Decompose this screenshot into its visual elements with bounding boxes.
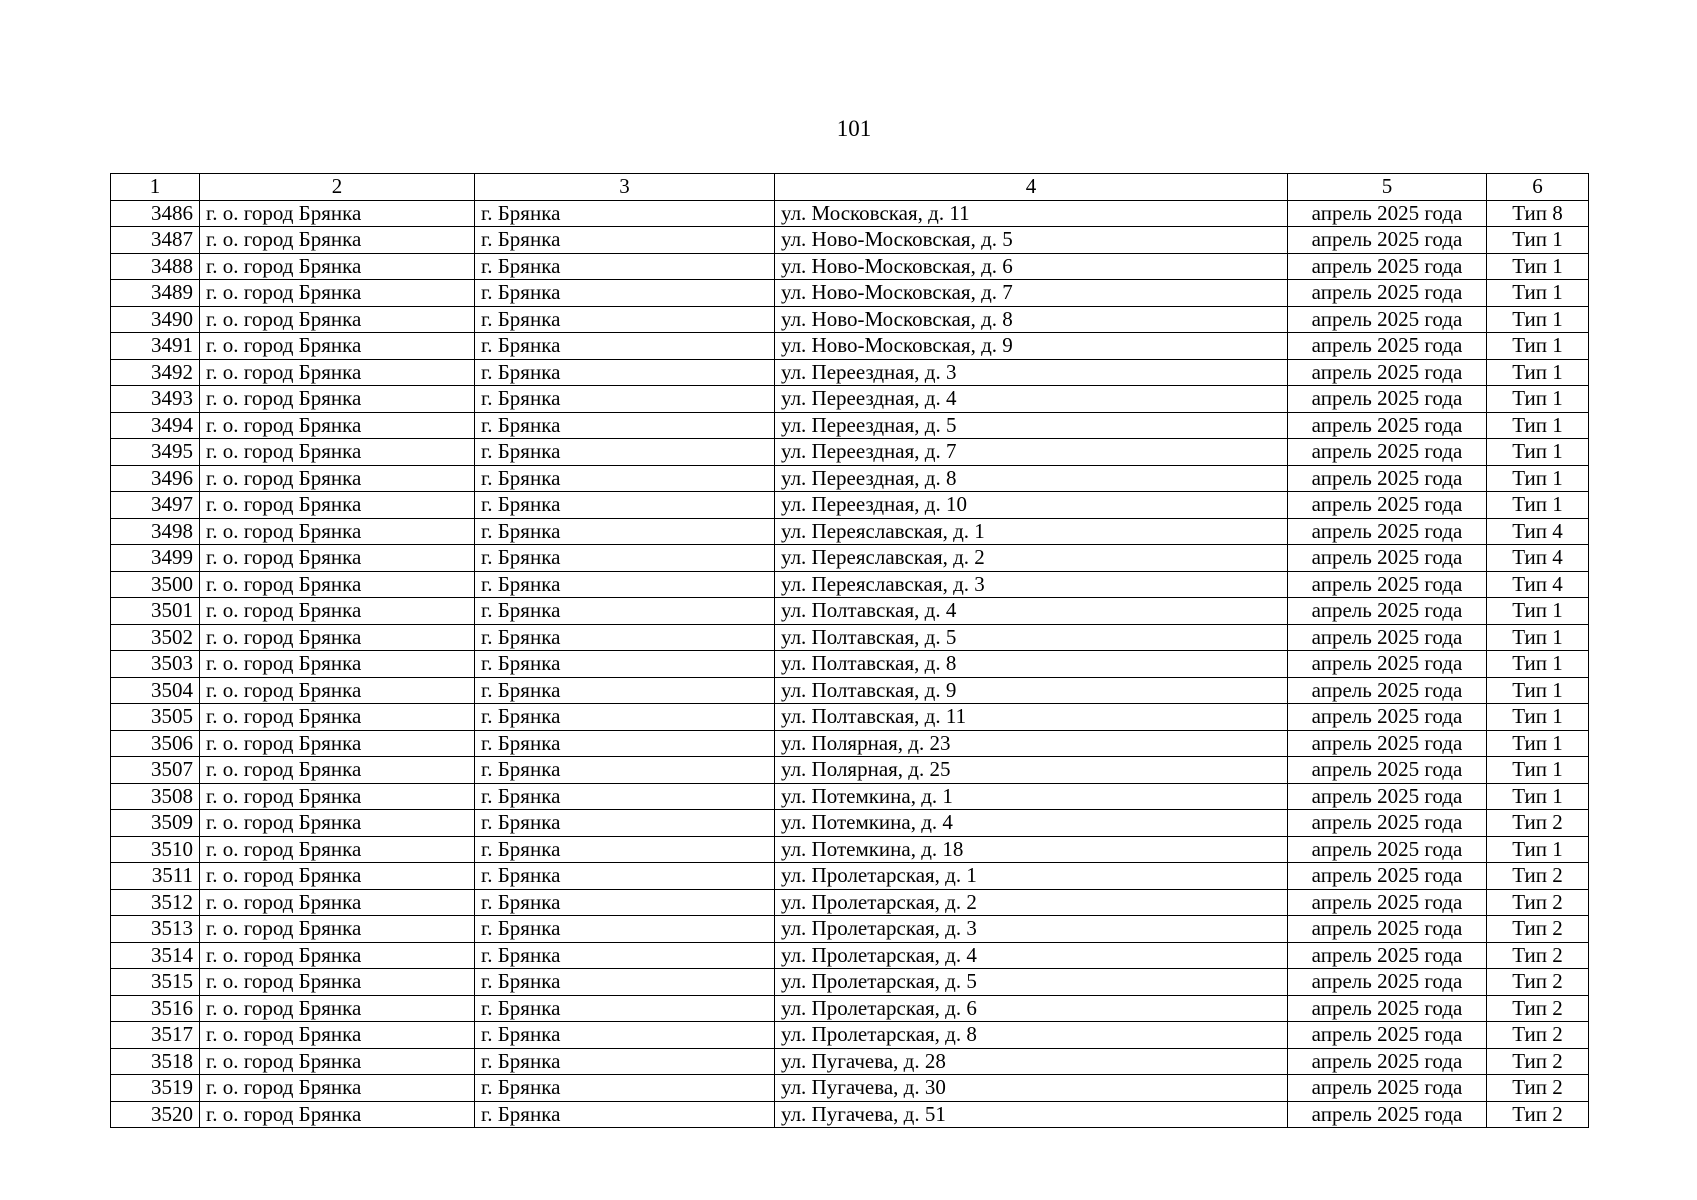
settlement-cell: г. Брянка <box>475 545 775 572</box>
type-cell: Тип 1 <box>1487 624 1589 651</box>
settlement-cell: г. Брянка <box>475 1101 775 1128</box>
address-cell: ул. Пролетарская, д. 1 <box>775 863 1288 890</box>
deadline-cell: апрель 2025 года <box>1288 518 1487 545</box>
municipality-cell: г. о. город Брянка <box>200 227 475 254</box>
type-cell: Тип 2 <box>1487 1048 1589 1075</box>
municipality-cell: г. о. город Брянка <box>200 1022 475 1049</box>
municipality-cell: г. о. город Брянка <box>200 200 475 227</box>
header-row <box>111 174 1589 201</box>
municipality-cell: г. о. город Брянка <box>200 624 475 651</box>
address-cell: ул. Потемкина, д. 18 <box>775 836 1288 863</box>
type-cell: Тип 1 <box>1487 306 1589 333</box>
municipality-cell: г. о. город Брянка <box>200 492 475 519</box>
row-number-cell: 3518 <box>111 1048 200 1075</box>
row-number-cell: 3508 <box>111 783 200 810</box>
municipality-cell: г. о. город Брянка <box>200 280 475 307</box>
municipality-cell: г. о. город Брянка <box>200 730 475 757</box>
municipality-cell: г. о. город Брянка <box>200 783 475 810</box>
row-number-cell: 3516 <box>111 995 200 1022</box>
type-cell: Тип 2 <box>1487 889 1589 916</box>
settlement-cell: г. Брянка <box>475 995 775 1022</box>
row-number-cell: 3497 <box>111 492 200 519</box>
row-number-cell: 3490 <box>111 306 200 333</box>
address-cell: ул. Полярная, д. 23 <box>775 730 1288 757</box>
table-row <box>111 227 1589 254</box>
settlement-cell: г. Брянка <box>475 518 775 545</box>
municipality-cell: г. о. город Брянка <box>200 571 475 598</box>
deadline-cell: апрель 2025 года <box>1288 863 1487 890</box>
type-cell: Тип 2 <box>1487 942 1589 969</box>
settlement-cell: г. Брянка <box>475 386 775 413</box>
table-row <box>111 916 1589 943</box>
settlement-cell: г. Брянка <box>475 836 775 863</box>
address-cell: ул. Ново-Московская, д. 8 <box>775 306 1288 333</box>
table-row <box>111 465 1589 492</box>
table-row <box>111 306 1589 333</box>
table-row <box>111 810 1589 837</box>
municipality-cell: г. о. город Брянка <box>200 942 475 969</box>
table-row <box>111 836 1589 863</box>
address-cell: ул. Ново-Московская, д. 5 <box>775 227 1288 254</box>
deadline-cell: апрель 2025 года <box>1288 1101 1487 1128</box>
type-cell: Тип 1 <box>1487 677 1589 704</box>
address-cell: ул. Полтавская, д. 4 <box>775 598 1288 625</box>
address-cell: ул. Пролетарская, д. 6 <box>775 995 1288 1022</box>
table-row <box>111 677 1589 704</box>
deadline-cell: апрель 2025 года <box>1288 333 1487 360</box>
type-cell: Тип 2 <box>1487 995 1589 1022</box>
table-row <box>111 1075 1589 1102</box>
row-number-cell: 3496 <box>111 465 200 492</box>
table-row <box>111 545 1589 572</box>
settlement-cell: г. Брянка <box>475 942 775 969</box>
municipality-cell: г. о. город Брянка <box>200 1048 475 1075</box>
column-header-3: 3 <box>475 174 775 201</box>
municipality-cell: г. о. город Брянка <box>200 439 475 466</box>
deadline-cell: апрель 2025 года <box>1288 704 1487 731</box>
type-cell: Тип 2 <box>1487 916 1589 943</box>
address-cell: ул. Переяславская, д. 2 <box>775 545 1288 572</box>
type-cell: Тип 8 <box>1487 200 1589 227</box>
type-cell: Тип 2 <box>1487 810 1589 837</box>
deadline-cell: апрель 2025 года <box>1288 253 1487 280</box>
table-row <box>111 704 1589 731</box>
deadline-cell: апрель 2025 года <box>1288 227 1487 254</box>
row-number-cell: 3504 <box>111 677 200 704</box>
address-cell: ул. Переездная, д. 3 <box>775 359 1288 386</box>
deadline-cell: апрель 2025 года <box>1288 386 1487 413</box>
table-row <box>111 571 1589 598</box>
settlement-cell: г. Брянка <box>475 969 775 996</box>
type-cell: Тип 1 <box>1487 359 1589 386</box>
settlement-cell: г. Брянка <box>475 492 775 519</box>
row-number-cell: 3517 <box>111 1022 200 1049</box>
deadline-cell: апрель 2025 года <box>1288 942 1487 969</box>
type-cell: Тип 1 <box>1487 227 1589 254</box>
settlement-cell: г. Брянка <box>475 571 775 598</box>
row-number-cell: 3494 <box>111 412 200 439</box>
settlement-cell: г. Брянка <box>475 810 775 837</box>
address-cell: ул. Полтавская, д. 5 <box>775 624 1288 651</box>
row-number-cell: 3488 <box>111 253 200 280</box>
deadline-cell: апрель 2025 года <box>1288 200 1487 227</box>
municipality-cell: г. о. город Брянка <box>200 253 475 280</box>
table-row <box>111 492 1589 519</box>
municipality-cell: г. о. город Брянка <box>200 1075 475 1102</box>
municipality-cell: г. о. город Брянка <box>200 704 475 731</box>
address-cell: ул. Пролетарская, д. 8 <box>775 1022 1288 1049</box>
type-cell: Тип 1 <box>1487 836 1589 863</box>
row-number-cell: 3502 <box>111 624 200 651</box>
deadline-cell: апрель 2025 года <box>1288 677 1487 704</box>
municipality-cell: г. о. город Брянка <box>200 306 475 333</box>
settlement-cell: г. Брянка <box>475 730 775 757</box>
type-cell: Тип 1 <box>1487 439 1589 466</box>
row-number-cell: 3506 <box>111 730 200 757</box>
row-number-cell: 3500 <box>111 571 200 598</box>
deadline-cell: апрель 2025 года <box>1288 889 1487 916</box>
type-cell: Тип 1 <box>1487 253 1589 280</box>
deadline-cell: апрель 2025 года <box>1288 836 1487 863</box>
address-cell: ул. Пролетарская, д. 5 <box>775 969 1288 996</box>
deadline-cell: апрель 2025 года <box>1288 810 1487 837</box>
table-row <box>111 598 1589 625</box>
address-cell: ул. Потемкина, д. 1 <box>775 783 1288 810</box>
municipality-cell: г. о. город Брянка <box>200 1101 475 1128</box>
row-number-cell: 3486 <box>111 200 200 227</box>
municipality-cell: г. о. город Брянка <box>200 677 475 704</box>
row-number-cell: 3520 <box>111 1101 200 1128</box>
column-header-6: 6 <box>1487 174 1589 201</box>
municipality-cell: г. о. город Брянка <box>200 810 475 837</box>
address-cell: ул. Переездная, д. 5 <box>775 412 1288 439</box>
settlement-cell: г. Брянка <box>475 1048 775 1075</box>
table-row <box>111 1022 1589 1049</box>
deadline-cell: апрель 2025 года <box>1288 783 1487 810</box>
deadline-cell: апрель 2025 года <box>1288 916 1487 943</box>
settlement-cell: г. Брянка <box>475 280 775 307</box>
settlement-cell: г. Брянка <box>475 359 775 386</box>
settlement-cell: г. Брянка <box>475 1022 775 1049</box>
type-cell: Тип 1 <box>1487 598 1589 625</box>
deadline-cell: апрель 2025 года <box>1288 571 1487 598</box>
table-row <box>111 942 1589 969</box>
row-number-cell: 3493 <box>111 386 200 413</box>
address-cell: ул. Потемкина, д. 4 <box>775 810 1288 837</box>
settlement-cell: г. Брянка <box>475 465 775 492</box>
settlement-cell: г. Брянка <box>475 227 775 254</box>
row-number-cell: 3487 <box>111 227 200 254</box>
type-cell: Тип 2 <box>1487 863 1589 890</box>
table-row <box>111 412 1589 439</box>
settlement-cell: г. Брянка <box>475 624 775 651</box>
deadline-cell: апрель 2025 года <box>1288 306 1487 333</box>
deadline-cell: апрель 2025 года <box>1288 359 1487 386</box>
settlement-cell: г. Брянка <box>475 677 775 704</box>
deadline-cell: апрель 2025 года <box>1288 995 1487 1022</box>
municipality-cell: г. о. город Брянка <box>200 836 475 863</box>
row-number-cell: 3513 <box>111 916 200 943</box>
registry-table <box>110 173 1589 1128</box>
deadline-cell: апрель 2025 года <box>1288 465 1487 492</box>
type-cell: Тип 1 <box>1487 412 1589 439</box>
municipality-cell: г. о. город Брянка <box>200 518 475 545</box>
table-row <box>111 863 1589 890</box>
type-cell: Тип 1 <box>1487 651 1589 678</box>
settlement-cell: г. Брянка <box>475 1075 775 1102</box>
row-number-cell: 3510 <box>111 836 200 863</box>
address-cell: ул. Пугачева, д. 28 <box>775 1048 1288 1075</box>
settlement-cell: г. Брянка <box>475 651 775 678</box>
address-cell: ул. Пролетарская, д. 4 <box>775 942 1288 969</box>
municipality-cell: г. о. город Брянка <box>200 863 475 890</box>
table-row <box>111 783 1589 810</box>
settlement-cell: г. Брянка <box>475 863 775 890</box>
municipality-cell: г. о. город Брянка <box>200 598 475 625</box>
table-row <box>111 889 1589 916</box>
address-cell: ул. Пролетарская, д. 2 <box>775 889 1288 916</box>
type-cell: Тип 4 <box>1487 545 1589 572</box>
deadline-cell: апрель 2025 года <box>1288 1022 1487 1049</box>
municipality-cell: г. о. город Брянка <box>200 386 475 413</box>
table-row <box>111 995 1589 1022</box>
row-number-cell: 3489 <box>111 280 200 307</box>
settlement-cell: г. Брянка <box>475 200 775 227</box>
row-number-cell: 3509 <box>111 810 200 837</box>
type-cell: Тип 1 <box>1487 757 1589 784</box>
column-header-4: 4 <box>775 174 1288 201</box>
address-cell: ул. Ново-Московская, д. 6 <box>775 253 1288 280</box>
page-number: 101 <box>836 116 872 141</box>
deadline-cell: апрель 2025 года <box>1288 651 1487 678</box>
municipality-cell: г. о. город Брянка <box>200 889 475 916</box>
address-cell: ул. Переяславская, д. 3 <box>775 571 1288 598</box>
row-number-cell: 3491 <box>111 333 200 360</box>
table-row <box>111 1101 1589 1128</box>
type-cell: Тип 2 <box>1487 969 1589 996</box>
row-number-cell: 3503 <box>111 651 200 678</box>
row-number-cell: 3512 <box>111 889 200 916</box>
municipality-cell: г. о. город Брянка <box>200 359 475 386</box>
row-number-cell: 3495 <box>111 439 200 466</box>
table-row <box>111 200 1589 227</box>
address-cell: ул. Пугачева, д. 51 <box>775 1101 1288 1128</box>
deadline-cell: апрель 2025 года <box>1288 1075 1487 1102</box>
settlement-cell: г. Брянка <box>475 916 775 943</box>
municipality-cell: г. о. город Брянка <box>200 969 475 996</box>
row-number-cell: 3501 <box>111 598 200 625</box>
deadline-cell: апрель 2025 года <box>1288 412 1487 439</box>
settlement-cell: г. Брянка <box>475 598 775 625</box>
row-number-cell: 3515 <box>111 969 200 996</box>
row-number-cell: 3511 <box>111 863 200 890</box>
type-cell: Тип 1 <box>1487 492 1589 519</box>
address-cell: ул. Полтавская, д. 11 <box>775 704 1288 731</box>
deadline-cell: апрель 2025 года <box>1288 545 1487 572</box>
deadline-cell: апрель 2025 года <box>1288 439 1487 466</box>
table-row <box>111 624 1589 651</box>
address-cell: ул. Полтавская, д. 9 <box>775 677 1288 704</box>
table-row <box>111 969 1589 996</box>
type-cell: Тип 2 <box>1487 1075 1589 1102</box>
municipality-cell: г. о. город Брянка <box>200 333 475 360</box>
table-row <box>111 386 1589 413</box>
settlement-cell: г. Брянка <box>475 412 775 439</box>
column-header-2: 2 <box>200 174 475 201</box>
address-cell: ул. Ново-Московская, д. 7 <box>775 280 1288 307</box>
type-cell: Тип 2 <box>1487 1101 1589 1128</box>
municipality-cell: г. о. город Брянка <box>200 412 475 439</box>
deadline-cell: апрель 2025 года <box>1288 757 1487 784</box>
address-cell: ул. Полтавская, д. 8 <box>775 651 1288 678</box>
deadline-cell: апрель 2025 года <box>1288 598 1487 625</box>
type-cell: Тип 1 <box>1487 280 1589 307</box>
table-row <box>111 1048 1589 1075</box>
address-cell: ул. Полярная, д. 25 <box>775 757 1288 784</box>
deadline-cell: апрель 2025 года <box>1288 624 1487 651</box>
type-cell: Тип 1 <box>1487 465 1589 492</box>
municipality-cell: г. о. город Брянка <box>200 916 475 943</box>
address-cell: ул. Переездная, д. 4 <box>775 386 1288 413</box>
settlement-cell: г. Брянка <box>475 783 775 810</box>
table-row <box>111 280 1589 307</box>
deadline-cell: апрель 2025 года <box>1288 280 1487 307</box>
table-row <box>111 359 1589 386</box>
type-cell: Тип 2 <box>1487 1022 1589 1049</box>
address-cell: ул. Пролетарская, д. 3 <box>775 916 1288 943</box>
settlement-cell: г. Брянка <box>475 757 775 784</box>
table-row <box>111 518 1589 545</box>
table-row <box>111 730 1589 757</box>
settlement-cell: г. Брянка <box>475 704 775 731</box>
table-row <box>111 253 1589 280</box>
address-cell: ул. Московская, д. 11 <box>775 200 1288 227</box>
row-number-cell: 3492 <box>111 359 200 386</box>
table-row <box>111 439 1589 466</box>
table-row <box>111 333 1589 360</box>
row-number-cell: 3514 <box>111 942 200 969</box>
column-header-5: 5 <box>1288 174 1487 201</box>
row-number-cell: 3498 <box>111 518 200 545</box>
deadline-cell: апрель 2025 года <box>1288 1048 1487 1075</box>
settlement-cell: г. Брянка <box>475 306 775 333</box>
type-cell: Тип 1 <box>1487 386 1589 413</box>
column-header-1: 1 <box>111 174 200 201</box>
table-row <box>111 651 1589 678</box>
address-cell: ул. Переездная, д. 10 <box>775 492 1288 519</box>
address-cell: ул. Переездная, д. 8 <box>775 465 1288 492</box>
settlement-cell: г. Брянка <box>475 253 775 280</box>
type-cell: Тип 1 <box>1487 333 1589 360</box>
settlement-cell: г. Брянка <box>475 439 775 466</box>
municipality-cell: г. о. город Брянка <box>200 465 475 492</box>
address-cell: ул. Переездная, д. 7 <box>775 439 1288 466</box>
municipality-cell: г. о. город Брянка <box>200 545 475 572</box>
address-cell: ул. Пугачева, д. 30 <box>775 1075 1288 1102</box>
deadline-cell: апрель 2025 года <box>1288 492 1487 519</box>
row-number-cell: 3507 <box>111 757 200 784</box>
row-number-cell: 3519 <box>111 1075 200 1102</box>
address-cell: ул. Ново-Московская, д. 9 <box>775 333 1288 360</box>
municipality-cell: г. о. город Брянка <box>200 651 475 678</box>
municipality-cell: г. о. город Брянка <box>200 995 475 1022</box>
deadline-cell: апрель 2025 года <box>1288 730 1487 757</box>
municipality-cell: г. о. город Брянка <box>200 757 475 784</box>
deadline-cell: апрель 2025 года <box>1288 969 1487 996</box>
table-row <box>111 757 1589 784</box>
type-cell: Тип 1 <box>1487 783 1589 810</box>
table-body <box>111 200 1589 1128</box>
row-number-cell: 3505 <box>111 704 200 731</box>
type-cell: Тип 1 <box>1487 730 1589 757</box>
type-cell: Тип 4 <box>1487 518 1589 545</box>
row-number-cell: 3499 <box>111 545 200 572</box>
type-cell: Тип 1 <box>1487 704 1589 731</box>
settlement-cell: г. Брянка <box>475 333 775 360</box>
settlement-cell: г. Брянка <box>475 889 775 916</box>
address-cell: ул. Переяславская, д. 1 <box>775 518 1288 545</box>
type-cell: Тип 4 <box>1487 571 1589 598</box>
